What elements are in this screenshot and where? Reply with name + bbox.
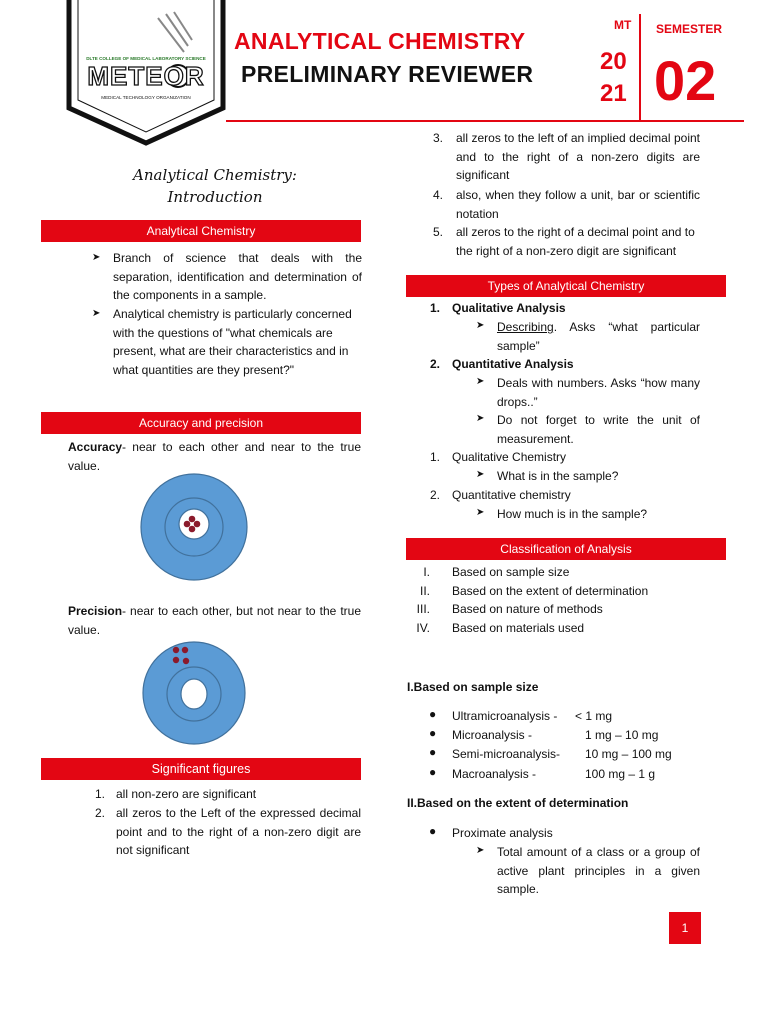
sigfig-item-1: all non-zero are significant: [116, 787, 257, 801]
quantitative-desc-2: Do not forget to write the unit of measurement.: [497, 413, 700, 446]
arrow-bullet-icon: ➤: [92, 308, 101, 319]
dot-4: [183, 658, 189, 664]
year-bottom: 21: [600, 80, 627, 107]
quantitative-desc-1: Deals with numbers. Asks “how many drops..”: [497, 376, 700, 409]
intro-title: [60, 164, 370, 208]
dot-1: [189, 516, 196, 523]
page-number-badge: [669, 912, 701, 944]
intro-title-line2: Introduction: [167, 188, 263, 206]
section-header-analytical: Analytical Chemistry: [41, 220, 361, 242]
types-number-1: 1.: [430, 301, 441, 315]
section-header-classification: Classification of Analysis: [406, 538, 726, 560]
extent-heading: II.Based on the extent of determination: [407, 796, 629, 810]
logo-org-top: DLTE COLLEGE OF MEDICAL LABORATORY SCIENCE: [86, 56, 206, 61]
header-divider-horizontal: [226, 120, 744, 122]
header-divider-vertical: [639, 14, 641, 120]
sigfig-number-4: 4.: [433, 188, 444, 202]
accuracy-target-diagram: [140, 473, 250, 583]
class-number-2: II.: [419, 584, 430, 598]
dot-3: [194, 521, 201, 528]
bullet-dot-icon: ●: [429, 726, 437, 740]
arrow-bullet-icon: ➤: [476, 469, 485, 480]
doc-subtitle: PRELIMINARY REVIEWER: [241, 61, 534, 87]
dot-1: [173, 647, 179, 653]
proximate-desc: Total amount of a class or a group of active plant principles in a given sample.: [497, 845, 700, 897]
analytical-def-2: Analytical chemistry is particularly concerned with the questions of "what chemicals are present, what are their characteristics and in what quantities are they present?": [113, 307, 352, 378]
sample-size-heading: I.Based on sample size: [407, 680, 539, 694]
arrow-bullet-icon: ➤: [476, 376, 485, 387]
class-item-3: Based on nature of methods: [452, 602, 603, 616]
page-number: 1: [681, 921, 689, 935]
section-header-types: Types of Analytical Chemistry: [406, 275, 726, 297]
dot-4: [189, 526, 196, 533]
precision-text: - near to each other, but not near to the true value.: [68, 604, 361, 637]
logo-badge: [66, 0, 226, 146]
bullet-dot-icon: ●: [429, 765, 437, 779]
size-range-3: 10 mg – 100 mg: [585, 747, 672, 761]
class-item-4: Based on materials used: [452, 621, 585, 635]
arrow-bullet-icon: ➤: [476, 413, 485, 424]
qualitative-chemistry: Qualitative Chemistry: [452, 450, 567, 464]
sigfig-number-2: 2.: [95, 806, 106, 820]
qchem-number: 1.: [430, 450, 441, 464]
class-number-4: IV.: [416, 621, 430, 635]
sigfig-number-1: 1.: [95, 787, 106, 801]
precision-definition: [68, 602, 361, 639]
qtchem-number: 2.: [430, 488, 441, 502]
class-item-1: Based on sample size: [452, 565, 570, 579]
dot-2: [184, 521, 191, 528]
class-number-3: III.: [416, 602, 430, 616]
class-number-1: I.: [423, 565, 430, 579]
sigfig-item-3: all zeros to the left of an implied decimal point and to the right of a non-zero digits are significant: [456, 131, 700, 183]
section-header-accuracy: Accuracy and precision: [41, 412, 361, 434]
arrow-bullet-icon: ➤: [476, 507, 485, 518]
size-name-4: Macroanalysis -: [452, 767, 537, 781]
accuracy-definition: [68, 438, 361, 475]
size-range-1: < 1 mg: [575, 709, 613, 723]
precision-target-diagram: [142, 640, 248, 748]
quantitative-chemistry: Quantitative chemistry: [452, 488, 571, 502]
mt-label: MT: [614, 18, 632, 32]
logo-org-bottom: MEDICAL TECHNOLOGY ORGANIZATION: [101, 95, 191, 100]
semester-number: 02: [654, 49, 717, 112]
arrow-bullet-icon: ➤: [92, 252, 101, 263]
dot-2: [182, 647, 188, 653]
accuracy-term: Accuracy: [68, 440, 123, 454]
size-name-2: Microanalysis -: [452, 728, 533, 742]
arrow-bullet-icon: ➤: [476, 845, 485, 856]
class-item-2: Based on the extent of determination: [452, 584, 649, 598]
sigfig-number-5: 5.: [433, 225, 444, 239]
size-range-4: 100 mg – 1 g: [585, 767, 656, 781]
bullet-dot-icon: ●: [429, 745, 437, 759]
section-header-sigfig: Significant figures: [41, 758, 361, 780]
size-name-3: Semi-microanalysis-: [452, 747, 561, 761]
size-name-1: Ultramicroanalysis -: [452, 709, 558, 723]
logo-brand: METEOR: [87, 61, 205, 91]
proximate-analysis: Proximate analysis: [452, 826, 553, 840]
accuracy-text: - near to each other and near to the true value.: [68, 440, 361, 473]
precision-term: Precision: [68, 604, 123, 618]
size-range-2: 1 mg – 10 mg: [585, 728, 659, 742]
qualitative-desc-text: . Asks “what particular sample”: [497, 320, 700, 353]
type-quantitative-analysis: Quantitative Analysis: [452, 357, 574, 371]
sigfig-item-2: all zeros to the Left of the expressed decimal point and to the right of a non-zero digit are not significant: [116, 806, 361, 858]
qualitative-chemistry-question: What is in the sample?: [497, 469, 619, 483]
doc-title: ANALYTICAL CHEMISTRY: [234, 28, 526, 54]
arrow-bullet-icon: ➤: [476, 320, 485, 331]
analytical-def-1: Branch of science that deals with the separation, identification and determination of the components in a sample.: [113, 251, 362, 303]
sigfig-item-5: all zeros to the right of a decimal point and to the right of a non-zero digit are significant: [456, 225, 695, 258]
type-qualitative-analysis: Qualitative Analysis: [452, 301, 566, 315]
dot-3: [173, 657, 179, 663]
qualitative-desc: [497, 318, 700, 355]
semester-label: SEMESTER: [656, 22, 723, 36]
sigfig-item-4: also, when they follow a unit, bar or scientific notation: [456, 188, 700, 221]
bullet-dot-icon: ●: [429, 707, 437, 721]
bullet-dot-icon: ●: [429, 824, 437, 838]
intro-title-line1: Analytical Chemistry:: [133, 166, 297, 184]
qualitative-desc-underlined: Describing: [497, 320, 554, 334]
year-top: 20: [600, 48, 627, 75]
types-number-2: 2.: [430, 357, 441, 371]
sigfig-number-3: 3.: [433, 131, 444, 145]
quantitative-chemistry-question: How much is in the sample?: [497, 507, 648, 521]
